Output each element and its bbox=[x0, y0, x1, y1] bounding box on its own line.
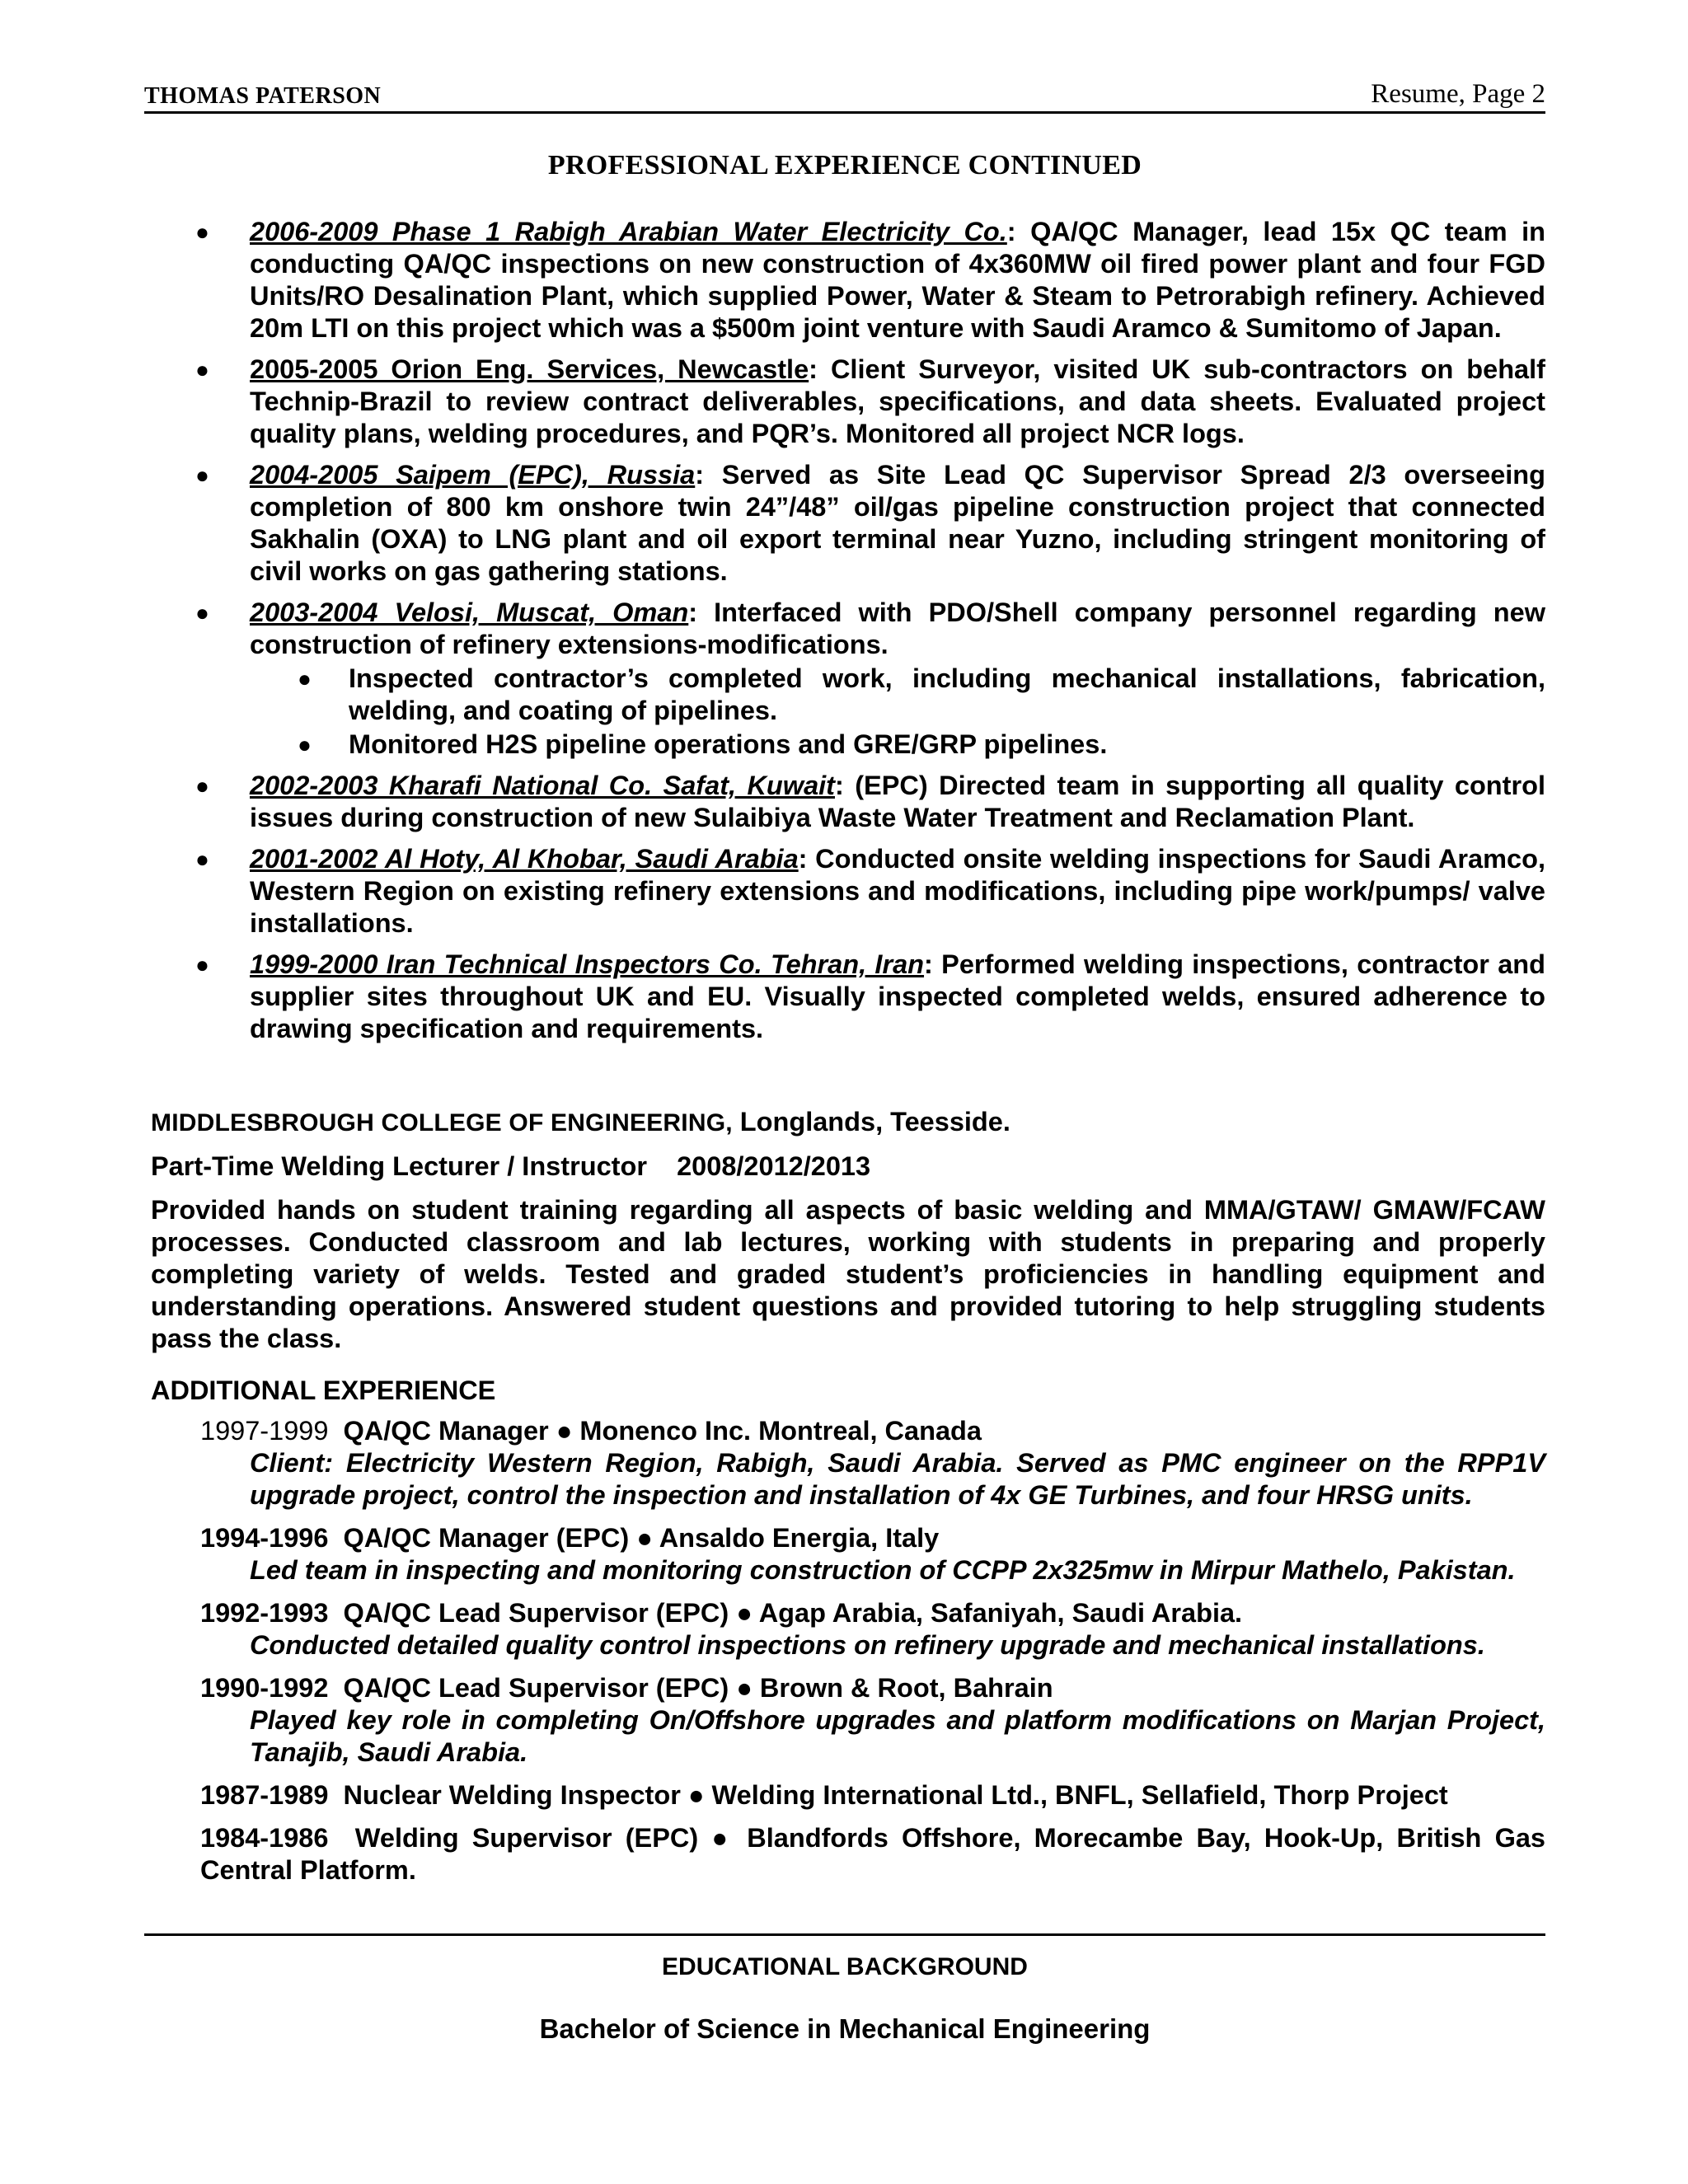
sub-list bbox=[250, 663, 1545, 761]
bullet-icon: ● bbox=[298, 732, 312, 757]
job-entry bbox=[200, 1822, 1545, 1886]
bullet-icon: ● bbox=[298, 666, 312, 691]
experience-text: Performed welding inspections, contractor and supplier sites throughout UK and EU. Visually inspected completed welds, ensured adherence to drawing specification and requirements. bbox=[250, 949, 1545, 1043]
sub-item bbox=[250, 729, 1545, 761]
job-years: 1997-1999 bbox=[200, 1416, 329, 1446]
experience-company: 2005-2005 Orion Eng. Services, Newcastle bbox=[250, 354, 809, 384]
header-page-label: Resume, Page 2 bbox=[1371, 79, 1545, 109]
experience-company: 1999-2000 Iran Technical Inspectors Co. Tehran, Iran bbox=[250, 949, 925, 979]
college-role: Part-Time Welding Lecturer / Instructor bbox=[151, 1151, 647, 1181]
college-years: 2008/2012/2013 bbox=[677, 1151, 871, 1181]
college-description: Provided hands on student training regarding all aspects of basic welding and MMA/GTAW/ GMAW/FCAW processes. Conducted classroom and lab lectures, working with students in preparing and properly completing variety of welds. Tested and graded student’s proficiencies in handling equipment and understanding operations. Answered student questions and provided tutoring to help struggling students pass the class. bbox=[151, 1195, 1545, 1353]
job-title: QA/QC Manager (EPC) ● Ansaldo Energia, Italy bbox=[343, 1523, 940, 1553]
experience-item bbox=[144, 843, 1545, 940]
job-heading bbox=[200, 1672, 1545, 1704]
job-title: QA/QC Manager ● Monenco Inc. Montreal, Canada bbox=[343, 1416, 982, 1446]
experience-text: QA/QC Manager, lead 15x QC team in conducting QA/QC inspections on new construction of 4x360MW oil fired power plant and four FGD Units/RO Desalination Plant, which supplied Power, Water & Steam to Petrorabigh refinery. Achieved 20m LTI on this project which was a $500m joint venture with Saudi Aramco & Sumitomo of Japan. bbox=[250, 217, 1545, 343]
experience-company: 2004-2005 Saipem (EPC), Russia bbox=[250, 460, 696, 490]
bullet-icon: ● bbox=[195, 773, 209, 799]
job-heading bbox=[200, 1415, 1545, 1447]
experience-company: 2001-2002 Al Hoty, Al Khobar, Saudi Arabia bbox=[250, 844, 799, 874]
section-title: PROFESSIONAL EXPERIENCE CONTINUED bbox=[547, 150, 1142, 180]
college-section bbox=[151, 1106, 1545, 1355]
job-years: 1984-1986 bbox=[200, 1823, 329, 1853]
experience-text: (EPC) Directed team in supporting all quality control issues during construction of new Sulaibiya Waste Water Treatment and Reclamation Plant. bbox=[250, 771, 1545, 832]
job-description: Led team in inspecting and monitoring construction of CCPP 2x325mw in Mirpur Mathelo, Pakistan. bbox=[250, 1555, 1516, 1585]
experience-item bbox=[144, 459, 1545, 588]
bullet-icon: ● bbox=[195, 952, 209, 977]
job-description: Client: Electricity Western Region, Rabigh, Saudi Arabia. Served as PMC engineer on the RPP1V upgrade project, control the inspection and installation of 4x GE Turbines, and four HRSG units. bbox=[250, 1448, 1545, 1510]
college-heading bbox=[151, 1106, 1545, 1139]
header-name: THOMAS PATERSON bbox=[144, 83, 382, 109]
job-years: 1990-1992 bbox=[200, 1673, 329, 1703]
job-entry bbox=[200, 1672, 1545, 1769]
education-degree: Bachelor of Science in Mechanical Engineering bbox=[539, 2013, 1151, 2044]
experience-item bbox=[144, 597, 1545, 761]
experience-item bbox=[144, 770, 1545, 834]
separator: : bbox=[688, 598, 698, 627]
bullet-icon: ● bbox=[195, 357, 209, 382]
experience-company: 2006-2009 Phase 1 Rabigh Arabian Water Electricity Co. bbox=[250, 217, 1007, 246]
job-description: Conducted detailed quality control inspections on refinery upgrade and mechanical installations. bbox=[250, 1630, 1485, 1660]
job-title: QA/QC Lead Supervisor (EPC) ● Agap Arabia, Safaniyah, Saudi Arabia. bbox=[343, 1598, 1243, 1628]
education-rule bbox=[144, 1933, 1545, 1936]
page-header bbox=[144, 79, 1545, 110]
job-heading bbox=[200, 1597, 1545, 1629]
separator: : bbox=[695, 460, 705, 490]
sub-item-text: Inspected contractor’s completed work, including mechanical installations, fabrication, welding, and coating of pipelines. bbox=[349, 663, 1545, 725]
bullet-icon: ● bbox=[195, 219, 209, 245]
experience-text: Interfaced with PDO/Shell company personnel regarding new construction of refinery extensions-modifications. bbox=[250, 598, 1545, 659]
job-years: 1987-1989 bbox=[200, 1780, 329, 1810]
job-title: QA/QC Lead Supervisor (EPC) ● Brown & Root, Bahrain bbox=[343, 1673, 1053, 1703]
header-rule bbox=[144, 111, 1545, 114]
job-description: Played key role in completing On/Offshore upgrades and platform modifications on Marjan Project, Tanajib, Saudi Arabia. bbox=[250, 1705, 1545, 1767]
college-location: Longlands, Teesside. bbox=[732, 1107, 1010, 1137]
college-role-line bbox=[151, 1151, 1545, 1183]
experience-text: Client Surveyor, visited UK sub-contractors on behalf Technip-Brazil to review contract deliverables, specifications, and data sheets. Evaluated project quality plans, welding procedures, and PQR’s. Monitored all project NCR logs. bbox=[250, 354, 1545, 448]
bullet-icon: ● bbox=[195, 600, 209, 626]
bullet-icon: ● bbox=[195, 846, 209, 872]
experience-item bbox=[144, 216, 1545, 344]
experience-company: 2002-2003 Kharafi National Co. Safat, Kuwait bbox=[250, 771, 835, 800]
job-entry bbox=[200, 1415, 1545, 1511]
separator: : bbox=[798, 844, 808, 874]
job-heading bbox=[200, 1779, 1545, 1811]
experience-company: 2003-2004 Velosi, Muscat, Oman bbox=[250, 598, 689, 627]
separator: : bbox=[835, 771, 844, 800]
separator: : bbox=[1006, 217, 1016, 246]
separator: : bbox=[809, 354, 818, 384]
sub-item-text: Monitored H2S pipeline operations and GRE/GRP pipelines. bbox=[349, 729, 1108, 759]
experience-list bbox=[144, 216, 1545, 1054]
experience-item bbox=[144, 354, 1545, 450]
additional-title: ADDITIONAL EXPERIENCE bbox=[151, 1376, 496, 1405]
sub-item bbox=[250, 663, 1545, 727]
additional-experience bbox=[151, 1375, 1545, 1897]
job-entry bbox=[200, 1522, 1545, 1586]
job-heading bbox=[200, 1522, 1545, 1554]
job-years: 1994-1996 bbox=[200, 1523, 329, 1553]
job-heading bbox=[200, 1822, 1545, 1886]
job-entry bbox=[200, 1597, 1545, 1661]
job-years: 1992-1993 bbox=[200, 1598, 329, 1628]
education-title: EDUCATIONAL BACKGROUND bbox=[662, 1953, 1028, 1980]
experience-text: Conducted onsite welding inspections for Saudi Aramco, Western Region on existing refinery extensions and modifications, including pipe work/pumps/ valve installations. bbox=[250, 844, 1545, 938]
experience-item bbox=[144, 949, 1545, 1045]
job-title: Nuclear Welding Inspector ● Welding International Ltd., BNFL, Sellafield, Thorp Project bbox=[343, 1780, 1448, 1810]
job-title: Welding Supervisor (EPC) ● Blandfords Offshore, Morecambe Bay, Hook-Up, British Gas Central Platform. bbox=[200, 1823, 1545, 1885]
bullet-icon: ● bbox=[195, 462, 209, 488]
job-entry bbox=[200, 1779, 1545, 1811]
experience-text: Served as Site Lead QC Supervisor Spread 2/3 overseeing completion of 800 km onshore twin 24”/48” oil/gas pipeline construction project that connected Sakhalin (OXA) to LNG plant and oil export terminal near Yuzno, including stringent monitoring of civil works on gas gathering stations. bbox=[250, 460, 1545, 586]
college-name: MIDDLESBROUGH COLLEGE OF ENGINEERING, bbox=[151, 1109, 733, 1137]
separator: : bbox=[924, 949, 933, 979]
